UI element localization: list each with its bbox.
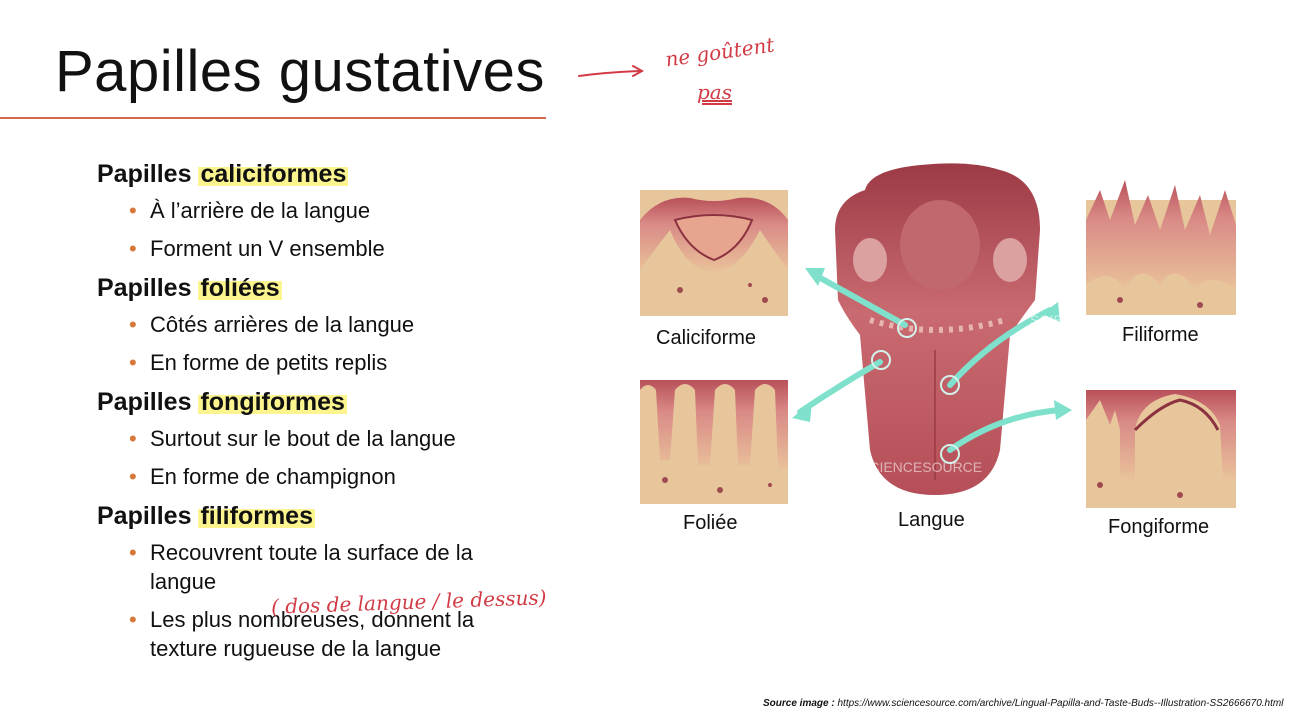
caption-fongiforme: Fongiforme — [1108, 516, 1210, 538]
slide-title: Papilles gustatives — [55, 39, 545, 104]
caliciforme-panel — [640, 190, 788, 316]
image-source: Source image : https://www.sciencesource.com/archive/Lingual-Papilla-and-Taste-Buds--Illustration-SS2666670.html — [763, 698, 1284, 709]
title-underline — [0, 117, 546, 119]
source-url: https://www.sciencesource.com/archive/Lingual-Papilla-and-Taste-Buds--Illustration-SS2666670.html — [837, 698, 1284, 709]
bullet-item: • Forment un V ensemble — [97, 234, 557, 263]
handwritten-arrow-icon — [575, 62, 650, 84]
handwritten-note-title-line1: ne goûtent — [663, 32, 776, 72]
caption-foliee: Foliée — [683, 512, 738, 534]
caption-filiforme: Filiforme — [1122, 324, 1199, 346]
bullet-item: • Côtés arrières de la langue — [97, 310, 557, 339]
caption-caliciforme: Caliciforme — [656, 327, 757, 349]
section-heading: Papilles foliées — [97, 274, 280, 302]
section-caliciformes — [97, 158, 557, 263]
tongue-drawing — [835, 163, 1040, 495]
bullet-item: • À l’arrière de la langue — [97, 196, 557, 225]
section-filiformes — [97, 500, 557, 663]
bullet-item: • Les plus nombreuses, donnent la texture rugueuse de la langue — [97, 605, 530, 663]
section-heading: Papilles fongiformes — [97, 388, 345, 416]
fongiforme-panel — [1086, 390, 1236, 508]
section-foliees — [97, 272, 557, 377]
watermark-text: SCIENCESOURCE — [860, 459, 983, 475]
caption-langue: Langue — [898, 509, 965, 531]
filiforme-panel — [1086, 180, 1236, 315]
bullet-item: • En forme de champignon — [97, 462, 557, 491]
bullet-item: • Recouvrent toute la surface de la langue — [97, 538, 530, 596]
bullet-item: • En forme de petits replis — [97, 348, 557, 377]
section-heading: Papilles filiformes — [97, 502, 313, 530]
section-fongiformes — [97, 386, 557, 491]
handwritten-note-filiformes: ( dos de langue / le dessus) — [270, 585, 547, 619]
tongue-papillae-illustration — [620, 150, 1270, 550]
section-heading: Papilles caliciformes — [97, 160, 347, 188]
handwritten-note-title-line2: pas — [697, 80, 732, 104]
watermark-text: SCIENCESOURCE — [1030, 312, 1153, 328]
foliee-panel — [640, 380, 788, 504]
bullet-item: • Surtout sur le bout de la langue — [97, 424, 557, 453]
